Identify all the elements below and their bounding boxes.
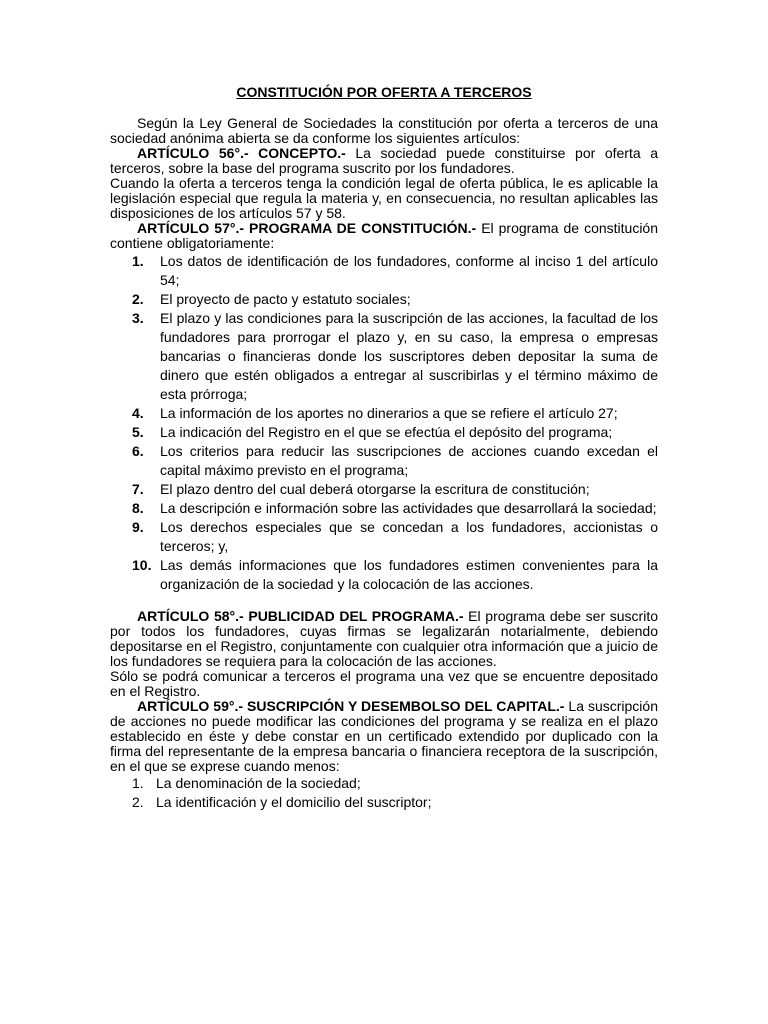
list-item	[110, 309, 658, 404]
list-item-number: 9.	[132, 519, 144, 535]
list-item	[110, 252, 658, 290]
list-item	[110, 518, 658, 556]
article-57-paragraph	[110, 221, 658, 251]
article-58-heading: ARTÍCULO 58°.- PUBLICIDAD DEL PROGRAMA.-	[137, 608, 464, 624]
list-item-number: 8.	[132, 500, 144, 516]
list-item-text: La identificación y el domicilio del suscriptor;	[156, 794, 432, 810]
article-59-heading: ARTÍCULO 59°.- SUSCRIPCIÓN Y DESEMBOLSO DEL CAPITAL.-	[137, 698, 565, 714]
article-56-paragraph-2: Cuando la oferta a terceros tenga la condición legal de oferta pública, le es aplicable la legislación especial que regula la materia y, en consecuencia, no resultan aplicables las disposiciones de los artículos 57 y 58.	[110, 175, 658, 221]
list-item-number: 5.	[132, 424, 144, 440]
list-item	[110, 774, 658, 793]
article-56-paragraph	[110, 146, 658, 176]
list-item-number: 7.	[132, 481, 144, 497]
document-body	[110, 84, 658, 812]
article-57-text: El programa de constitución contiene obligatoriamente:	[110, 220, 658, 251]
spacer	[110, 594, 658, 609]
article-59-text: La suscripción de acciones no puede modificar las condiciones del programa y se realiza en el plazo establecido en éste y debe constar en un certificado extendido por duplicado con la firma del representante de la empresa bancaria o financiera receptora de la suscripción, en el que se exprese cuando menos:	[110, 698, 658, 774]
list-item-text: Los criterios para reducir las suscripciones de acciones cuando excedan el capital máximo previsto en el programa;	[160, 443, 658, 478]
list-item-text: La descripción e información sobre las actividades que desarrollará la sociedad;	[160, 500, 657, 516]
article-58-paragraph	[110, 609, 658, 669]
list-item-number: 2.	[132, 291, 144, 307]
list-item	[110, 793, 658, 812]
list-item	[110, 290, 658, 309]
article-57-list	[110, 252, 658, 594]
list-item	[110, 442, 658, 480]
list-item-number: 3.	[132, 310, 144, 326]
article-56-heading: ARTÍCULO 56°.- CONCEPTO.-	[137, 145, 346, 161]
list-item-text: La denominación de la sociedad;	[156, 775, 361, 791]
list-item-text: Los datos de identificación de los fundadores, conforme al inciso 1 del artículo 54;	[160, 253, 658, 288]
list-item-number: 6.	[132, 443, 144, 459]
article-57-heading: ARTÍCULO 57°.- PROGRAMA DE CONSTITUCIÓN.-	[137, 220, 477, 236]
list-item	[110, 480, 658, 499]
intro-paragraph: Según la Ley General de Sociedades la constitución por oferta a terceros de una sociedad anónima abierta se da conforme los siguientes artículos:	[110, 115, 658, 146]
list-item-number: 10.	[132, 557, 152, 573]
list-item	[110, 556, 658, 594]
document-title: CONSTITUCIÓN POR OFERTA A TERCEROS	[236, 84, 532, 100]
article-59-list	[110, 774, 658, 812]
list-item-text: Los derechos especiales que se concedan a los fundadores, accionistas o terceros; y,	[160, 519, 658, 554]
list-item-text: El proyecto de pacto y estatuto sociales;	[160, 291, 411, 307]
list-item	[110, 499, 658, 518]
list-item	[110, 404, 658, 423]
article-56-text: La sociedad puede constituirse por oferta a terceros, sobre la base del programa suscrito por los fundadores.	[110, 145, 658, 176]
list-item-number: 2.	[132, 794, 144, 810]
list-item-text: El plazo dentro del cual deberá otorgarse la escritura de constitución;	[160, 481, 590, 497]
list-item-text: Las demás informaciones que los fundadores estimen convenientes para la organización de la sociedad y la colocación de las acciones.	[160, 557, 658, 592]
article-58-paragraph-2: Sólo se podrá comunicar a terceros el programa una vez que se encuentre depositado en el Registro.	[110, 668, 658, 699]
article-59-paragraph	[110, 699, 658, 774]
list-item-number: 1.	[132, 775, 144, 791]
list-item-text: El plazo y las condiciones para la suscripción de las acciones, la facultad de los fundadores para prorrogar el plazo y, en su caso, la empresa o empresas bancarias o financieras donde los suscriptores deben depositar la suma de dinero que estén obligados a entregar al suscribirlas y el término máximo de esta prórroga;	[160, 310, 658, 402]
list-item-number: 4.	[132, 405, 144, 421]
list-item-text: La indicación del Registro en el que se efectúa el depósito del programa;	[160, 424, 613, 440]
list-item-number: 1.	[132, 253, 144, 269]
list-item-text: La información de los aportes no dinerarios a que se refiere el artículo 27;	[160, 405, 618, 421]
list-item	[110, 423, 658, 442]
article-58-text: El programa debe ser suscrito por todos los fundadores, cuyas firmas se legalizarán notarialmente, debiendo depositarse en el Registro, conjuntamente con cualquier otra información que a juicio de los fundadores se requiera para la colocación de las acciones.	[110, 608, 658, 669]
